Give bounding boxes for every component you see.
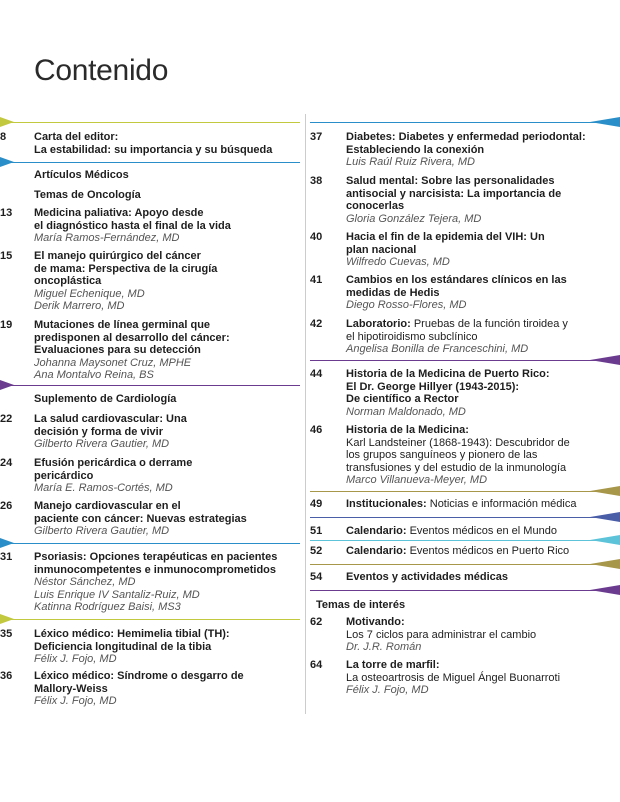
- entry-title-line: El manejo quirúrgico del cáncer: [34, 250, 201, 262]
- entry-label: Calendario:: [346, 525, 407, 537]
- entry-editor[interactable]: [0, 131, 282, 156]
- author: María E. Ramos-Cortés, MD: [34, 482, 173, 494]
- entry-label: Calendario:: [346, 545, 407, 557]
- entry-lexico-2[interactable]: [0, 670, 282, 708]
- author: Derik Marrero, MD: [34, 300, 125, 312]
- entry-lexico-1[interactable]: [0, 628, 282, 666]
- entry-title: La osteoartrosis de Miguel Ángel Buonarroti: [346, 671, 561, 684]
- page-number: 42: [310, 318, 323, 330]
- page-number: 52: [310, 545, 323, 557]
- divider: [0, 619, 300, 620]
- triangle-marker: [590, 486, 620, 496]
- author: Ana Montalvo Reina, BS: [34, 369, 154, 381]
- entry-label: Historia de la Medicina:: [346, 424, 469, 436]
- entry-oncologia-3[interactable]: [0, 319, 282, 382]
- divider: [310, 360, 620, 361]
- entry-oncologia-2[interactable]: [0, 250, 282, 313]
- author: Félix J. Fojo, MD: [346, 684, 429, 696]
- entry-title-line: conocerlas: [346, 200, 405, 212]
- page-number: 26: [0, 500, 13, 512]
- entry-title-line: De científico a Rector: [346, 393, 459, 405]
- author: Wilfredo Cuevas, MD: [346, 256, 450, 268]
- author: Gilberto Rivera Gautier, MD: [34, 525, 170, 537]
- entry-title: Eventos médicos en Puerto Rico: [406, 545, 570, 557]
- page-number: 46: [310, 424, 323, 436]
- author: Marco Villanueva-Meyer, MD: [346, 474, 488, 486]
- author: Luis Raúl Ruiz Rivera, MD: [346, 156, 475, 168]
- entry-title-line: Cambios en los estándares clínicos en las: [346, 274, 567, 286]
- triangle-marker: [0, 380, 14, 390]
- entry-title-line: plan nacional: [346, 243, 417, 256]
- triangle-marker: [590, 585, 620, 595]
- author: Johanna Maysonet Cruz, MPHE: [34, 356, 192, 369]
- section-heading: Temas de interés: [316, 599, 406, 611]
- page-number: 8: [0, 131, 7, 143]
- entry-calendario-2[interactable]: [310, 545, 592, 558]
- entry-title-line: los grupos sanguíneos y pionero de las: [346, 449, 538, 461]
- entry-title-line: Mutaciones de línea germinal que: [34, 319, 211, 331]
- entry-title-line: Léxico médico: Síndrome o desgarro de: [34, 670, 244, 682]
- entry-eventos[interactable]: [310, 571, 592, 584]
- entry-label: Eventos y actividades médicas: [346, 571, 509, 583]
- author: Angelisa Bonilla de Franceschini, MD: [346, 343, 529, 355]
- entry-title-line: Léxico médico: Hemimelia tibial (TH):: [34, 628, 230, 640]
- entry-title-line: antisocial y narcisista: La importancia de: [346, 187, 562, 200]
- entry-title-line: el diagnóstico hasta el final de la vida: [34, 219, 231, 232]
- entry-title-line: Mallory-Weiss: [34, 682, 108, 695]
- entry-title-line: Deficiencia longitudinal de la tibia: [34, 640, 212, 653]
- page-number: 44: [310, 368, 323, 380]
- page-number: 54: [310, 571, 323, 583]
- entry-cardiologia-2[interactable]: [0, 457, 282, 495]
- triangle-marker: [590, 117, 620, 127]
- triangle-marker: [0, 117, 14, 127]
- entry-title-line: El Dr. George Hillyer (1943-2015):: [346, 380, 520, 393]
- divider: [0, 543, 300, 544]
- page-number: 37: [310, 131, 323, 143]
- page-number: 51: [310, 525, 323, 537]
- section-heading: Artículos Médicos: [34, 169, 129, 181]
- entry-title-line: Historia de la Medicina de Puerto Rico:: [346, 368, 550, 380]
- entry-title-line: paciente con cáncer: Nuevas estrategias: [34, 512, 247, 525]
- entry-title-line: Pruebas de la función tiroidea y: [410, 318, 568, 330]
- entry-label: Carta del editor:: [34, 131, 119, 143]
- entry-historia-pr[interactable]: [310, 368, 592, 418]
- entry-hedis[interactable]: [310, 274, 592, 312]
- entry-title: Los 7 ciclos para administrar el cambio: [346, 628, 537, 641]
- entry-diabetes[interactable]: [310, 131, 592, 169]
- divider: [0, 122, 300, 123]
- section-heading: Suplemento de Cardiología: [34, 393, 177, 405]
- triangle-marker: [0, 614, 14, 624]
- entry-title-line: Psoriasis: Opciones terapéuticas en pacientes: [34, 551, 278, 563]
- entry-salud-mental[interactable]: [310, 175, 592, 225]
- entry-title-line: inmunocompetentes e inmunocomprometidos: [34, 563, 277, 576]
- page-title: Contenido: [34, 54, 169, 87]
- page-number: 13: [0, 207, 13, 219]
- divider: [0, 162, 300, 163]
- page-number: 22: [0, 413, 13, 425]
- triangle-marker: [590, 559, 620, 569]
- entry-cardiologia-1[interactable]: [0, 413, 282, 451]
- entry-laboratorio[interactable]: [310, 318, 592, 356]
- entry-title: La estabilidad: su importancia y su búsqueda: [34, 143, 273, 156]
- section-heading: Temas de Oncología: [34, 189, 141, 201]
- entry-title-line: decisión y forma de vivir: [34, 425, 163, 438]
- author: Néstor Sánchez, MD: [34, 576, 136, 588]
- author: Gilberto Rivera Gautier, MD: [34, 438, 170, 450]
- author: Miguel Echenique, MD: [34, 287, 145, 300]
- entry-title-line: Estableciendo la conexión: [346, 143, 485, 156]
- divider: [310, 590, 620, 591]
- entry-title-line: pericárdico: [34, 469, 94, 482]
- entry-title-line: Medicina paliativa: Apoyo desde: [34, 207, 204, 219]
- triangle-marker: [590, 512, 620, 522]
- entry-label: La torre de marfil:: [346, 659, 440, 671]
- entry-title-line: Efusión pericárdica o derrame: [34, 457, 193, 469]
- entry-title-line: Salud mental: Sobre las personalidades: [346, 175, 555, 187]
- entry-title-line: Evaluaciones para su detección: [34, 344, 201, 356]
- entry-title-line: Manejo cardiovascular en el: [34, 500, 181, 512]
- entry-title-line: Hacia el fin de la epidemia del VIH: Un: [346, 231, 545, 243]
- page-number: 31: [0, 551, 13, 563]
- entry-title-line: Karl Landsteiner (1868-1943): Descubridor de: [346, 436, 570, 449]
- entry-title-line: de mama: Perspectiva de la cirugía: [34, 262, 218, 275]
- page-number: 36: [0, 670, 13, 682]
- page-number: 64: [310, 659, 323, 671]
- entry-title-line: La salud cardiovascular: Una: [34, 413, 187, 425]
- entry-label: Laboratorio:: [346, 318, 411, 330]
- page-number: 19: [0, 319, 13, 331]
- triangle-marker: [590, 535, 620, 545]
- entry-title-line: transfusiones y del estudio de la inmunología: [346, 461, 567, 474]
- author: Félix J. Fojo, MD: [34, 695, 117, 707]
- page-number: 40: [310, 231, 323, 243]
- divider: [310, 540, 620, 541]
- entry-historia[interactable]: [310, 424, 592, 487]
- author: Norman Maldonado, MD: [346, 405, 466, 418]
- author: Diego Rosso-Flores, MD: [346, 299, 467, 311]
- entry-oncologia-1[interactable]: [0, 207, 282, 245]
- entry-label: Motivando:: [346, 616, 405, 628]
- entry-title-line: oncoplástica: [34, 275, 102, 287]
- entry-motivando[interactable]: [310, 616, 592, 654]
- divider: [0, 385, 300, 386]
- entry-title-line: predisponen al desarrollo del cáncer:: [34, 331, 230, 344]
- entry-title: Noticias e información médica: [426, 498, 577, 510]
- entry-vih[interactable]: [310, 231, 592, 269]
- author: Dr. J.R. Román: [346, 641, 422, 653]
- entry-torre[interactable]: [310, 659, 592, 697]
- page-number: 62: [310, 616, 323, 628]
- author: Gloria González Tejera, MD: [346, 212, 482, 225]
- divider: [310, 122, 620, 123]
- entry-institucionales[interactable]: [310, 498, 592, 511]
- page-number: 24: [0, 457, 13, 469]
- page-number: 49: [310, 498, 323, 510]
- triangle-marker: [590, 355, 620, 365]
- entry-title-line: medidas de Hedis: [346, 286, 440, 299]
- author: Félix J. Fojo, MD: [34, 653, 117, 665]
- divider: [310, 564, 620, 565]
- entry-title: Eventos médicos en el Mundo: [406, 525, 557, 537]
- page-number: 41: [310, 274, 323, 286]
- author: Luis Enrique IV Santaliz-Ruiz, MD: [34, 588, 200, 601]
- entry-label: Institucionales:: [346, 498, 427, 510]
- triangle-marker: [0, 538, 14, 548]
- page-number: 15: [0, 250, 13, 262]
- page-number: 35: [0, 628, 13, 640]
- page-number: 38: [310, 175, 323, 187]
- entry-calendario-1[interactable]: [310, 525, 592, 538]
- entry-cardiologia-3[interactable]: [0, 500, 282, 538]
- author: María Ramos-Fernández, MD: [34, 232, 180, 244]
- divider: [310, 491, 620, 492]
- author: Katinna Rodríguez Baisi, MS3: [34, 601, 181, 613]
- entry-title-line: el hipotiroidismo subclínico: [346, 330, 478, 343]
- triangle-marker: [0, 157, 14, 167]
- entry-psoriasis[interactable]: [0, 551, 282, 614]
- divider: [310, 517, 620, 518]
- entry-title-line: Diabetes: Diabetes y enfermedad periodontal:: [346, 131, 586, 143]
- column-divider: [305, 114, 306, 714]
